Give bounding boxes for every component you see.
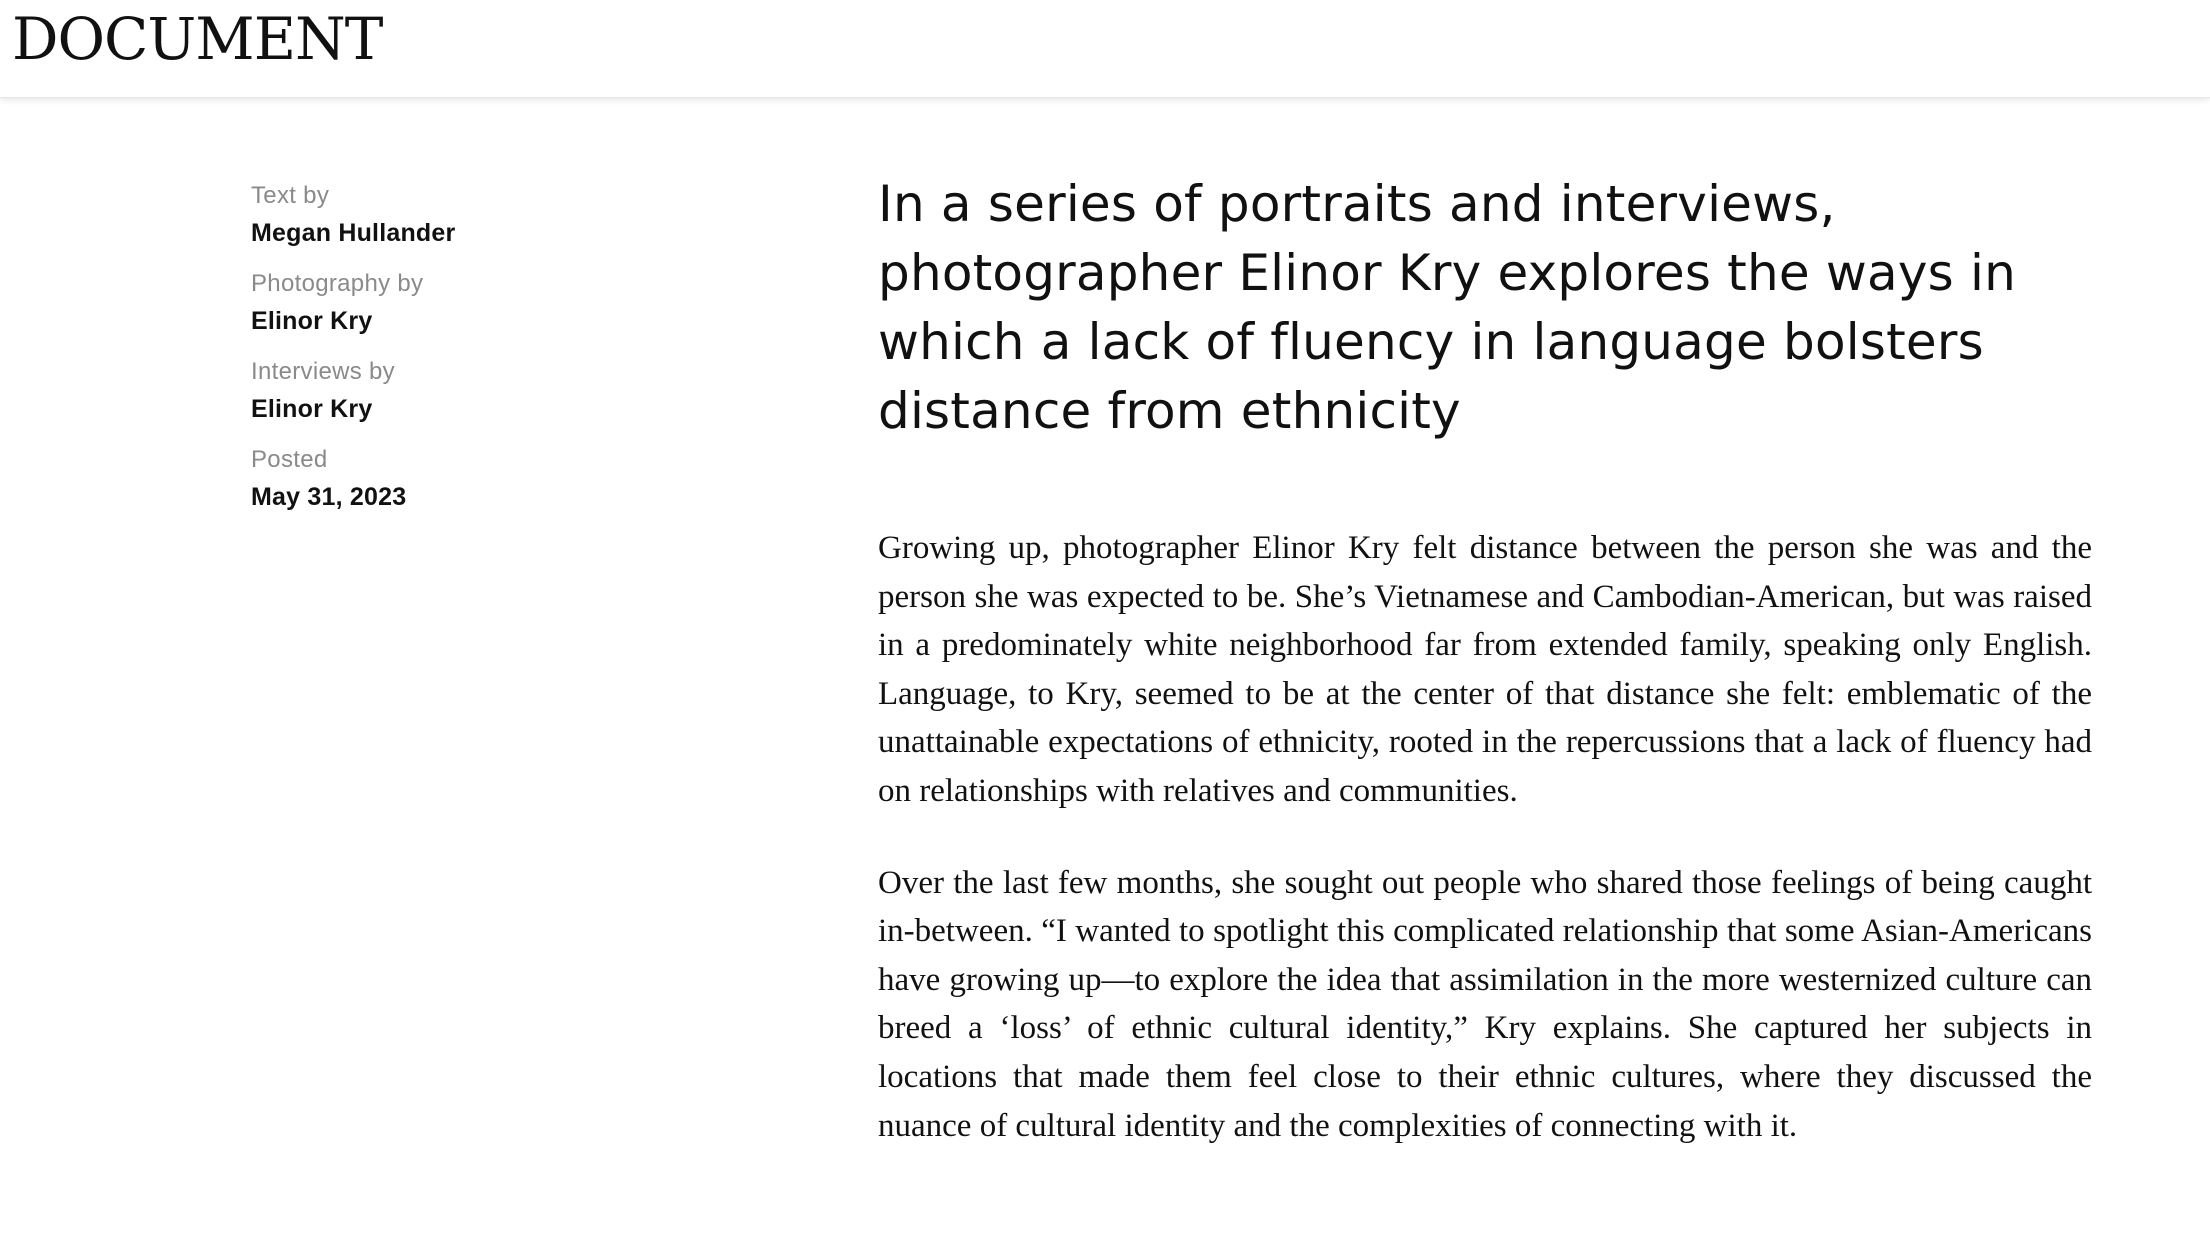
author-name[interactable]: Megan Hullander [251, 219, 456, 247]
article-headline: In a series of portraits and interviews, photographer Elinor Kry explores the ways in which a lack of fluency in language bolsters distance from ethnicity [878, 175, 2016, 440]
credit-label: Interviews by [251, 358, 395, 385]
interviewer-name[interactable]: Elinor Kry [251, 395, 373, 423]
credit-label: Photography by [251, 270, 424, 297]
posted-date: May 31, 2023 [251, 483, 407, 511]
credit-photography-by [251, 266, 771, 340]
article-content [878, 170, 2092, 1150]
article-paragraph: Over the last few months, she sought out people who shared those feelings of being caught in-between. “I wanted to spotlight this complicated relationship that some Asian-Americans have growing up—to explore the idea that assimilation in the more westernized culture can breed a ‘loss’ of ethnic cultural identity,” Kry explains. She captured her subjects in locations that made them feel close to their ethnic cultures, where they discussed the nuance of cultural identity and the complexities of connecting with it. [878, 864, 2092, 1144]
article-paragraph: Growing up, photographer Elinor Kry felt distance between the person she was and the person she was expected to be. She’s Vietnamese and Cambodian-American, but was raised in a predominately white neighborhood far from extended family, speaking only English. Language, to Kry, seemed to be at the center of that distance she felt: emblematic of the unattainable expectations of ethnicity, rooted in the repercussions that a lack of fluency had on relationships with relatives and communities. [878, 530, 2092, 809]
article-credits [251, 178, 771, 530]
site-logo[interactable]: DOCUMENT [12, 5, 383, 73]
credit-posted [251, 442, 771, 516]
credit-text-by [251, 178, 771, 252]
credit-label: Posted [251, 446, 328, 473]
photographer-name[interactable]: Elinor Kry [251, 307, 373, 335]
credit-interviews-by [251, 354, 771, 428]
site-header [0, 0, 2210, 98]
credit-label: Text by [251, 182, 330, 209]
